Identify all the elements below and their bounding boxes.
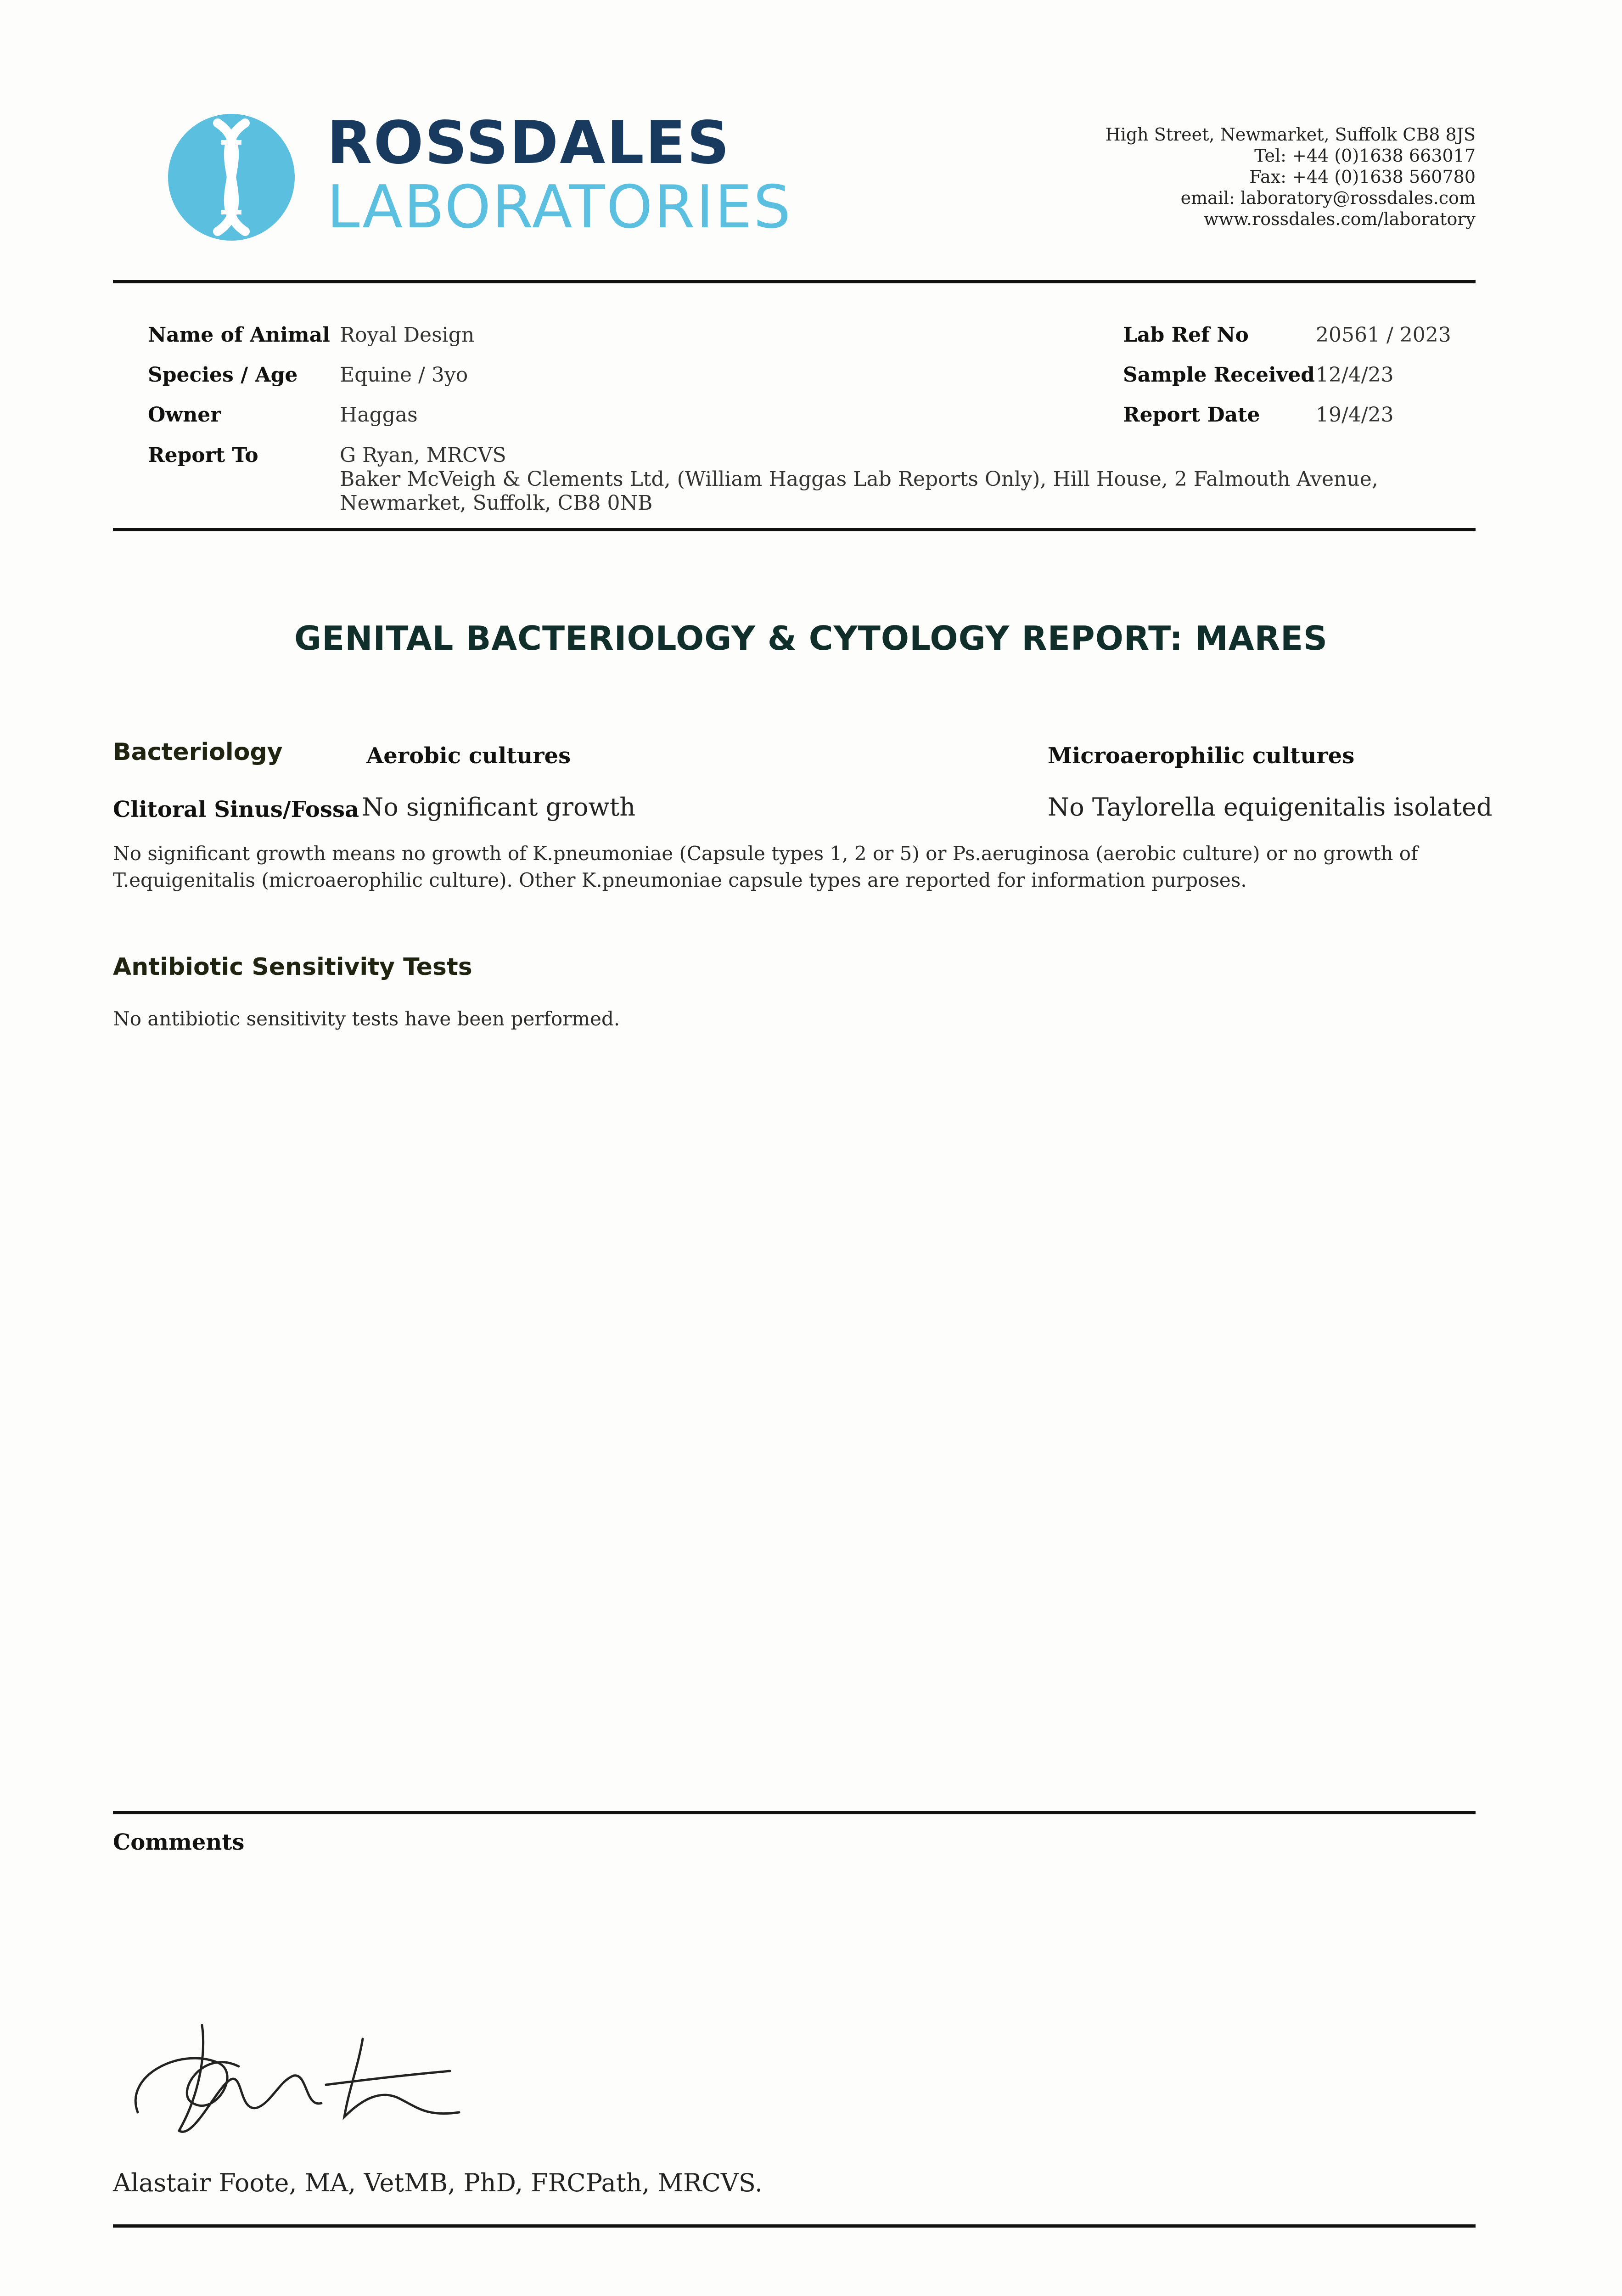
brand-name-line1: ROSSDALES <box>327 109 731 177</box>
report-title: GENITAL BACTERIOLOGY & CYTOLOGY REPORT: MARES <box>294 619 1328 658</box>
contact-address: High Street, Newmarket, Suffolk CB8 8JS <box>1105 124 1476 145</box>
antibiotic-heading: Antibiotic Sensitivity Tests <box>113 953 472 981</box>
report-to-address: Baker McVeigh & Clements Ltd, (William Haggas Lab Reports Only), Hill House, 2 Falmouth Avenue, Newmarket, Suffolk, CB8 0NB <box>340 467 1378 515</box>
brand-name-line2: LABORATORIES <box>327 173 792 242</box>
microaerophilic-heading: Microaerophilic cultures <box>1048 743 1355 769</box>
antibiotic-text: No antibiotic sensitivity tests have been performed. <box>113 1007 620 1030</box>
aerobic-heading: Aerobic cultures <box>366 743 571 769</box>
bacteriology-note: No significant growth means no growth of K.pneumoniae (Capsule types 1, 2 or 5) or Ps.aeruginosa (aerobic culture) or no growth of T.equigenitalis (microaerophilic culture). Other K.pneumoniae capsule types are reported for information purposes. <box>113 842 1418 891</box>
name-label: Name of Animal <box>148 323 330 347</box>
dna-helix-icon <box>168 114 295 241</box>
comments-divider <box>113 1811 1476 1814</box>
received-label: Sample Received <box>1123 363 1315 387</box>
contact-block <box>1106 124 1476 230</box>
header-divider <box>113 280 1476 283</box>
report-date-label: Report Date <box>1123 403 1260 427</box>
report-to-name: G Ryan, MRCVS <box>340 444 506 467</box>
comments-heading: Comments <box>113 1829 245 1855</box>
labref-value: 20561 / 2023 <box>1316 323 1451 347</box>
species-label: Species / Age <box>148 363 298 387</box>
aerobic-result: No significant growth <box>362 793 636 822</box>
received-value: 12/4/23 <box>1316 363 1394 387</box>
contact-email[interactable]: email: laboratory@rossdales.com <box>1180 188 1476 208</box>
name-value: Royal Design <box>340 323 475 347</box>
info-divider <box>113 528 1476 531</box>
handwritten-signature <box>124 2020 473 2140</box>
owner-label: Owner <box>148 403 221 427</box>
microaerophilic-result: No Taylorella equigenitalis isolated <box>1048 793 1493 822</box>
signatory-name: Alastair Foote, MA, VetMB, PhD, FRCPath, MRCVS. <box>113 2168 763 2197</box>
labref-label: Lab Ref No <box>1123 323 1249 347</box>
bacteriology-heading: Bacteriology <box>113 738 283 766</box>
owner-value: Haggas <box>340 403 418 427</box>
report-to-label: Report To <box>148 444 258 467</box>
footer-divider <box>113 2224 1476 2228</box>
contact-tel: Tel: +44 (0)1638 663017 <box>1254 146 1476 166</box>
species-value: Equine / 3yo <box>340 363 468 387</box>
report-date-value: 19/4/23 <box>1316 403 1394 427</box>
contact-fax: Fax: +44 (0)1638 560780 <box>1249 167 1476 187</box>
site-label: Clitoral Sinus/Fossa <box>113 797 359 822</box>
contact-website[interactable]: www.rossdales.com/laboratory <box>1203 209 1476 229</box>
